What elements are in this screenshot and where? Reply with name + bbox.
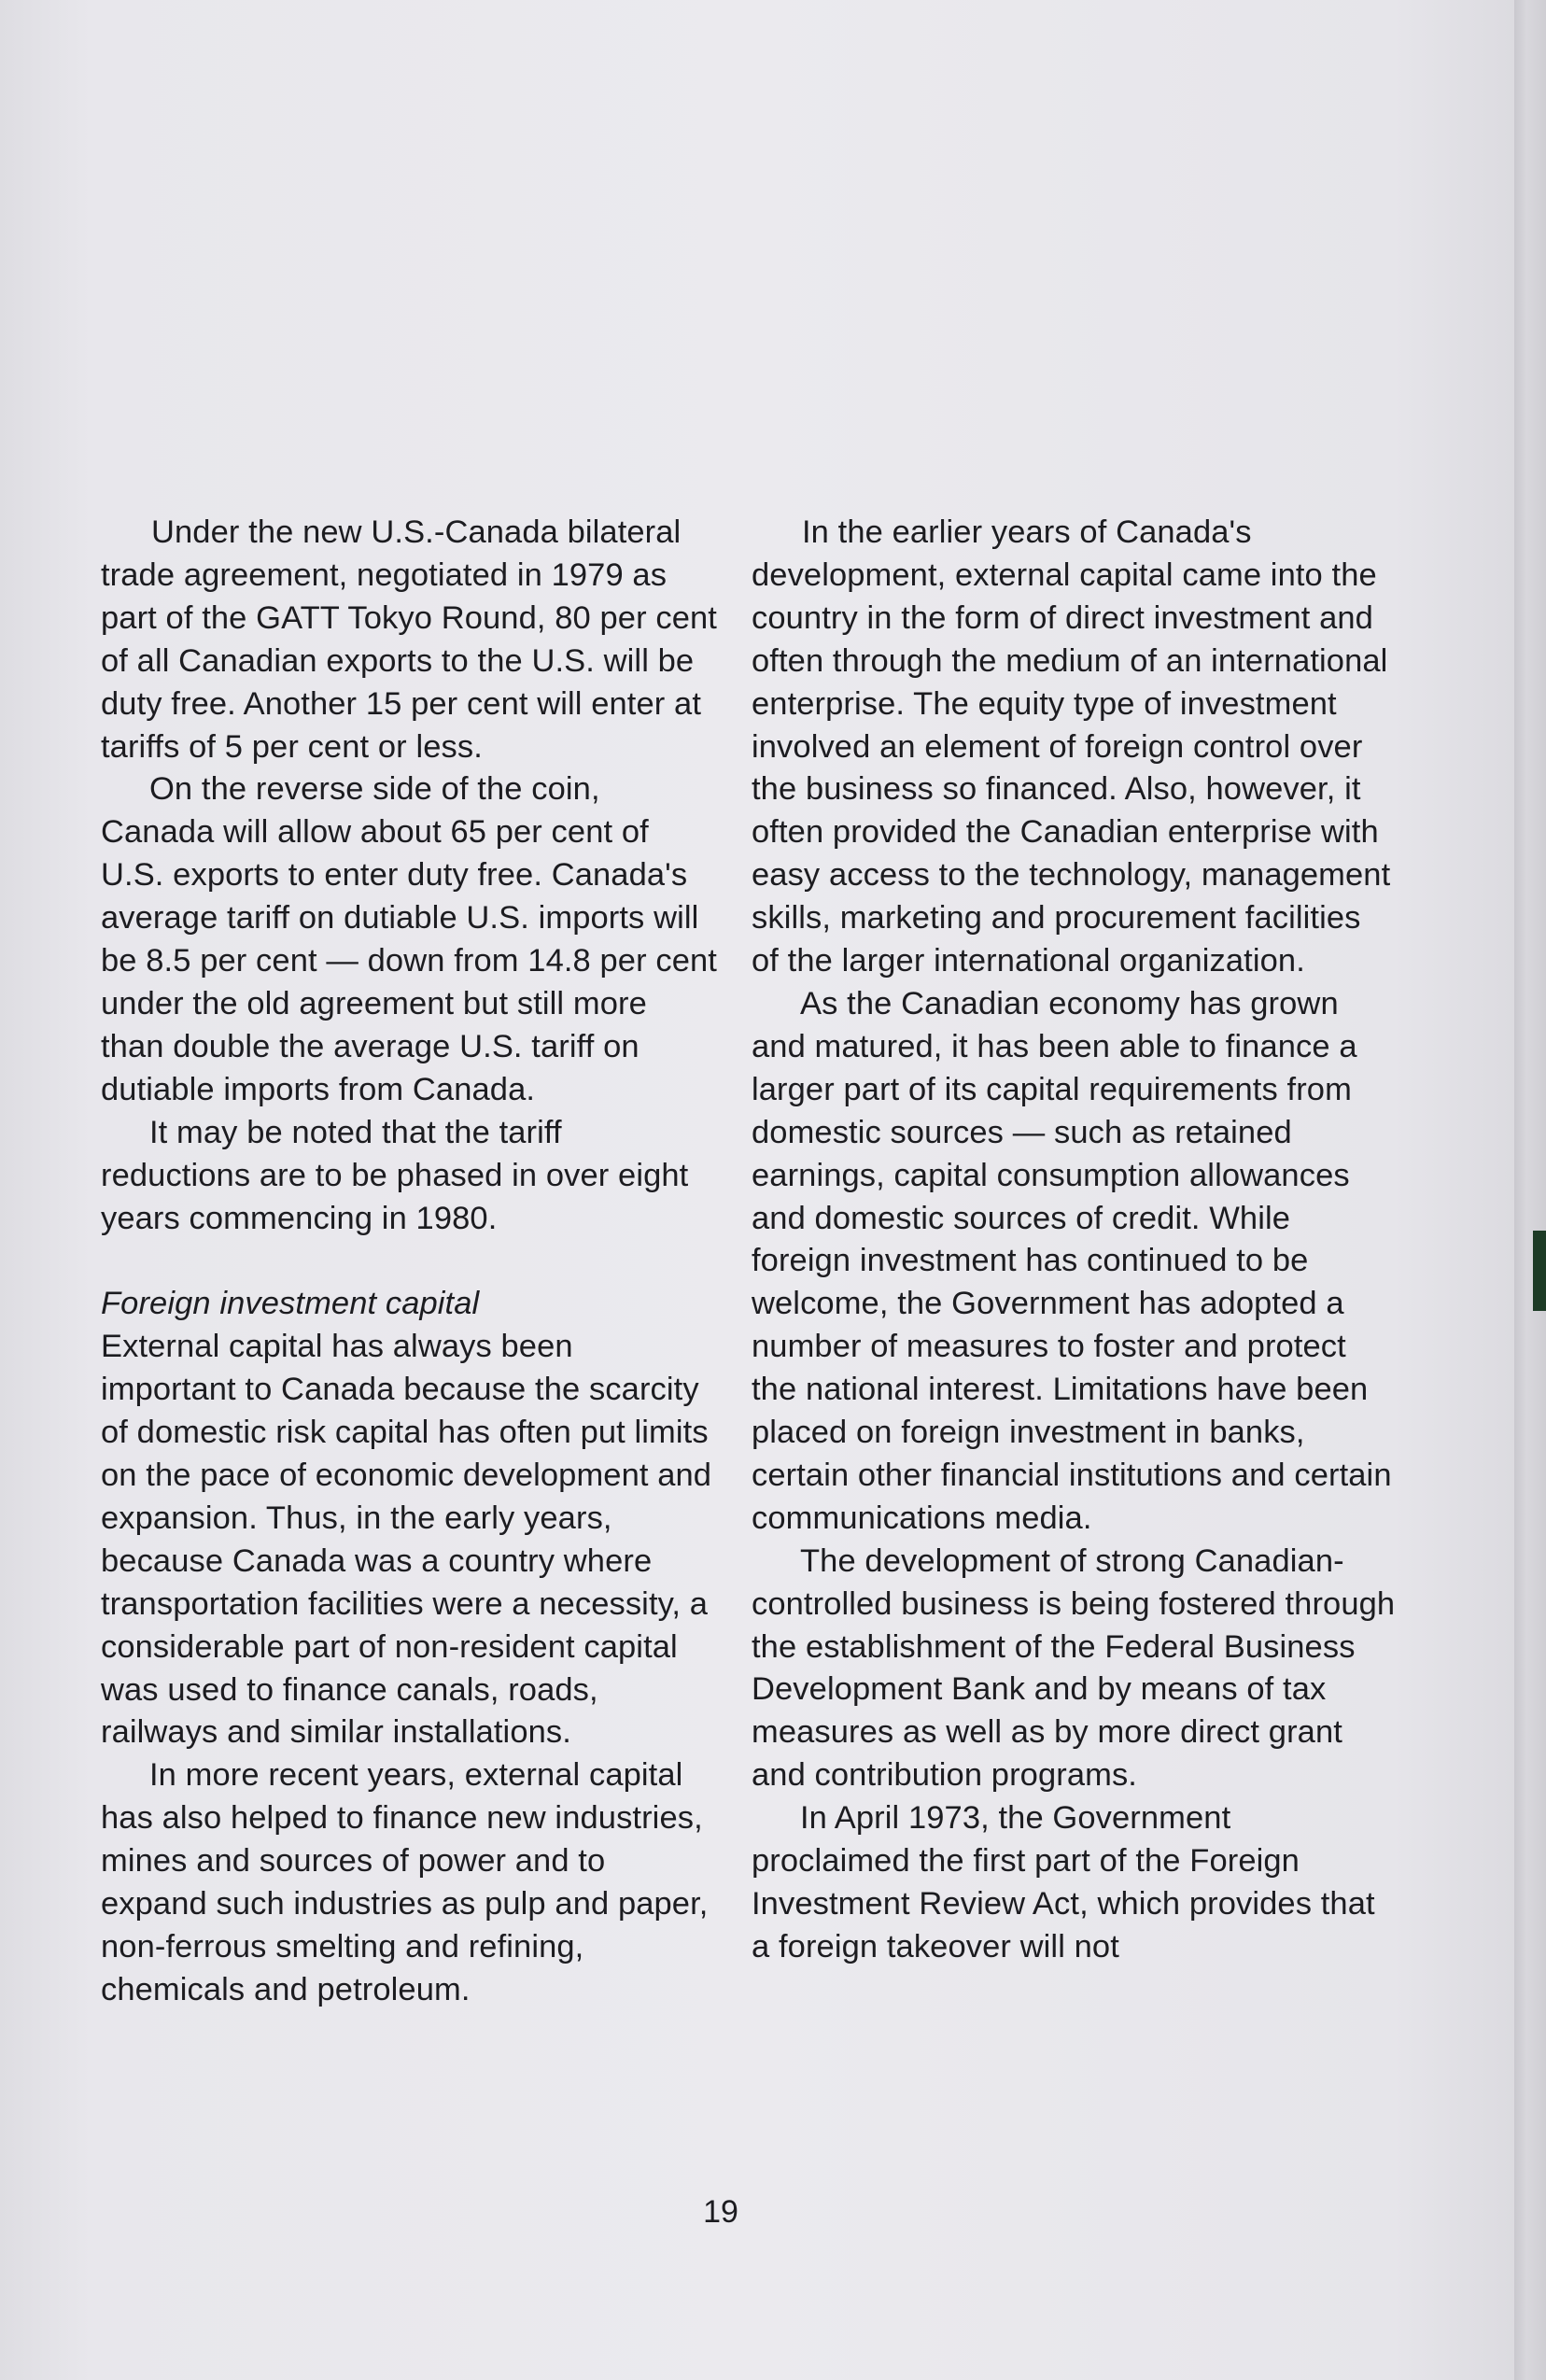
- paragraph: As the Canadian economy has grown and matured, it has been able to finance a larger part of its capital requirements from domestic sources — such as retained earnings, capital consumption allowances and domestic sources of credit. While foreign investment has continued to be welcome, the Government has adopted a number of measures to foster and protect the national interest. Limitations have been placed on foreign investment in banks, certain other financial institutions and certain communications media.: [752, 985, 1392, 1536]
- paragraph: In the earlier years of Canada's development, external capital came into the country in the form of direct investment and often through the medium of an international enterprise. The equity type of investment involved an element of foreign control over the business so financed. Also, however, it often provided the Canadian enterprise with easy access to the technology, management skills, marketing and procurement facilities of the larger international organization.: [752, 514, 1391, 979]
- section-heading: Foreign investment capital: [101, 1286, 480, 1322]
- paragraph: In April 1973, the Government proclaimed the first part of the Foreign Investment Review Act, which provides that a foreign takeover will not: [752, 1800, 1375, 1965]
- edge-marker: [1533, 1231, 1546, 1311]
- paragraph: The development of strong Canadian-controlled business is being fostered through the establishment of the Federal Business Development Bank and by means of tax measures as well as by more direct grant and contribution programs.: [752, 1542, 1396, 1794]
- paragraph: It may be noted that the tariff reductions are to be phased in over eight years commencing in 1980.: [101, 1114, 689, 1236]
- right-column: [752, 512, 1396, 1969]
- left-column: [101, 512, 717, 2012]
- paragraph: Under the new U.S.-Canada bilateral trade agreement, negotiated in 1979 as part of the GATT Tokyo Round, 80 per cent of all Canadian exports to the U.S. will be duty free. Another 15 per cent will enter at tariffs of 5 per cent or less.: [101, 514, 717, 765]
- paragraph: In more recent years, external capital has also helped to finance new industries, mines and sources of power and to expand such industries as pulp and paper, non-ferrous smelting and refining, chemicals and petroleum.: [101, 1757, 709, 2007]
- paragraph: External capital has always been important to Canada because the scarcity of domestic risk capital has often put limits on the pace of economic development and expansion. Thus, in the early years, because Canada was a country where transportation facilities were a necessity, a considerable part of non-resident capital was used to finance canals, roads, railways and similar installations.: [101, 1329, 712, 1751]
- page-edge: [1514, 0, 1546, 2380]
- page-number: 19: [703, 2194, 738, 2230]
- section-spacer: [101, 1240, 717, 1283]
- paragraph: On the reverse side of the coin, Canada will allow about 65 per cent of U.S. exports to enter duty free. Canada's average tariff on dutiable U.S. imports will be 8.5 per cent — down from 14.8 per cent under the old agreement but still more than double the average U.S. tariff on dutiable imports from Canada.: [101, 771, 717, 1107]
